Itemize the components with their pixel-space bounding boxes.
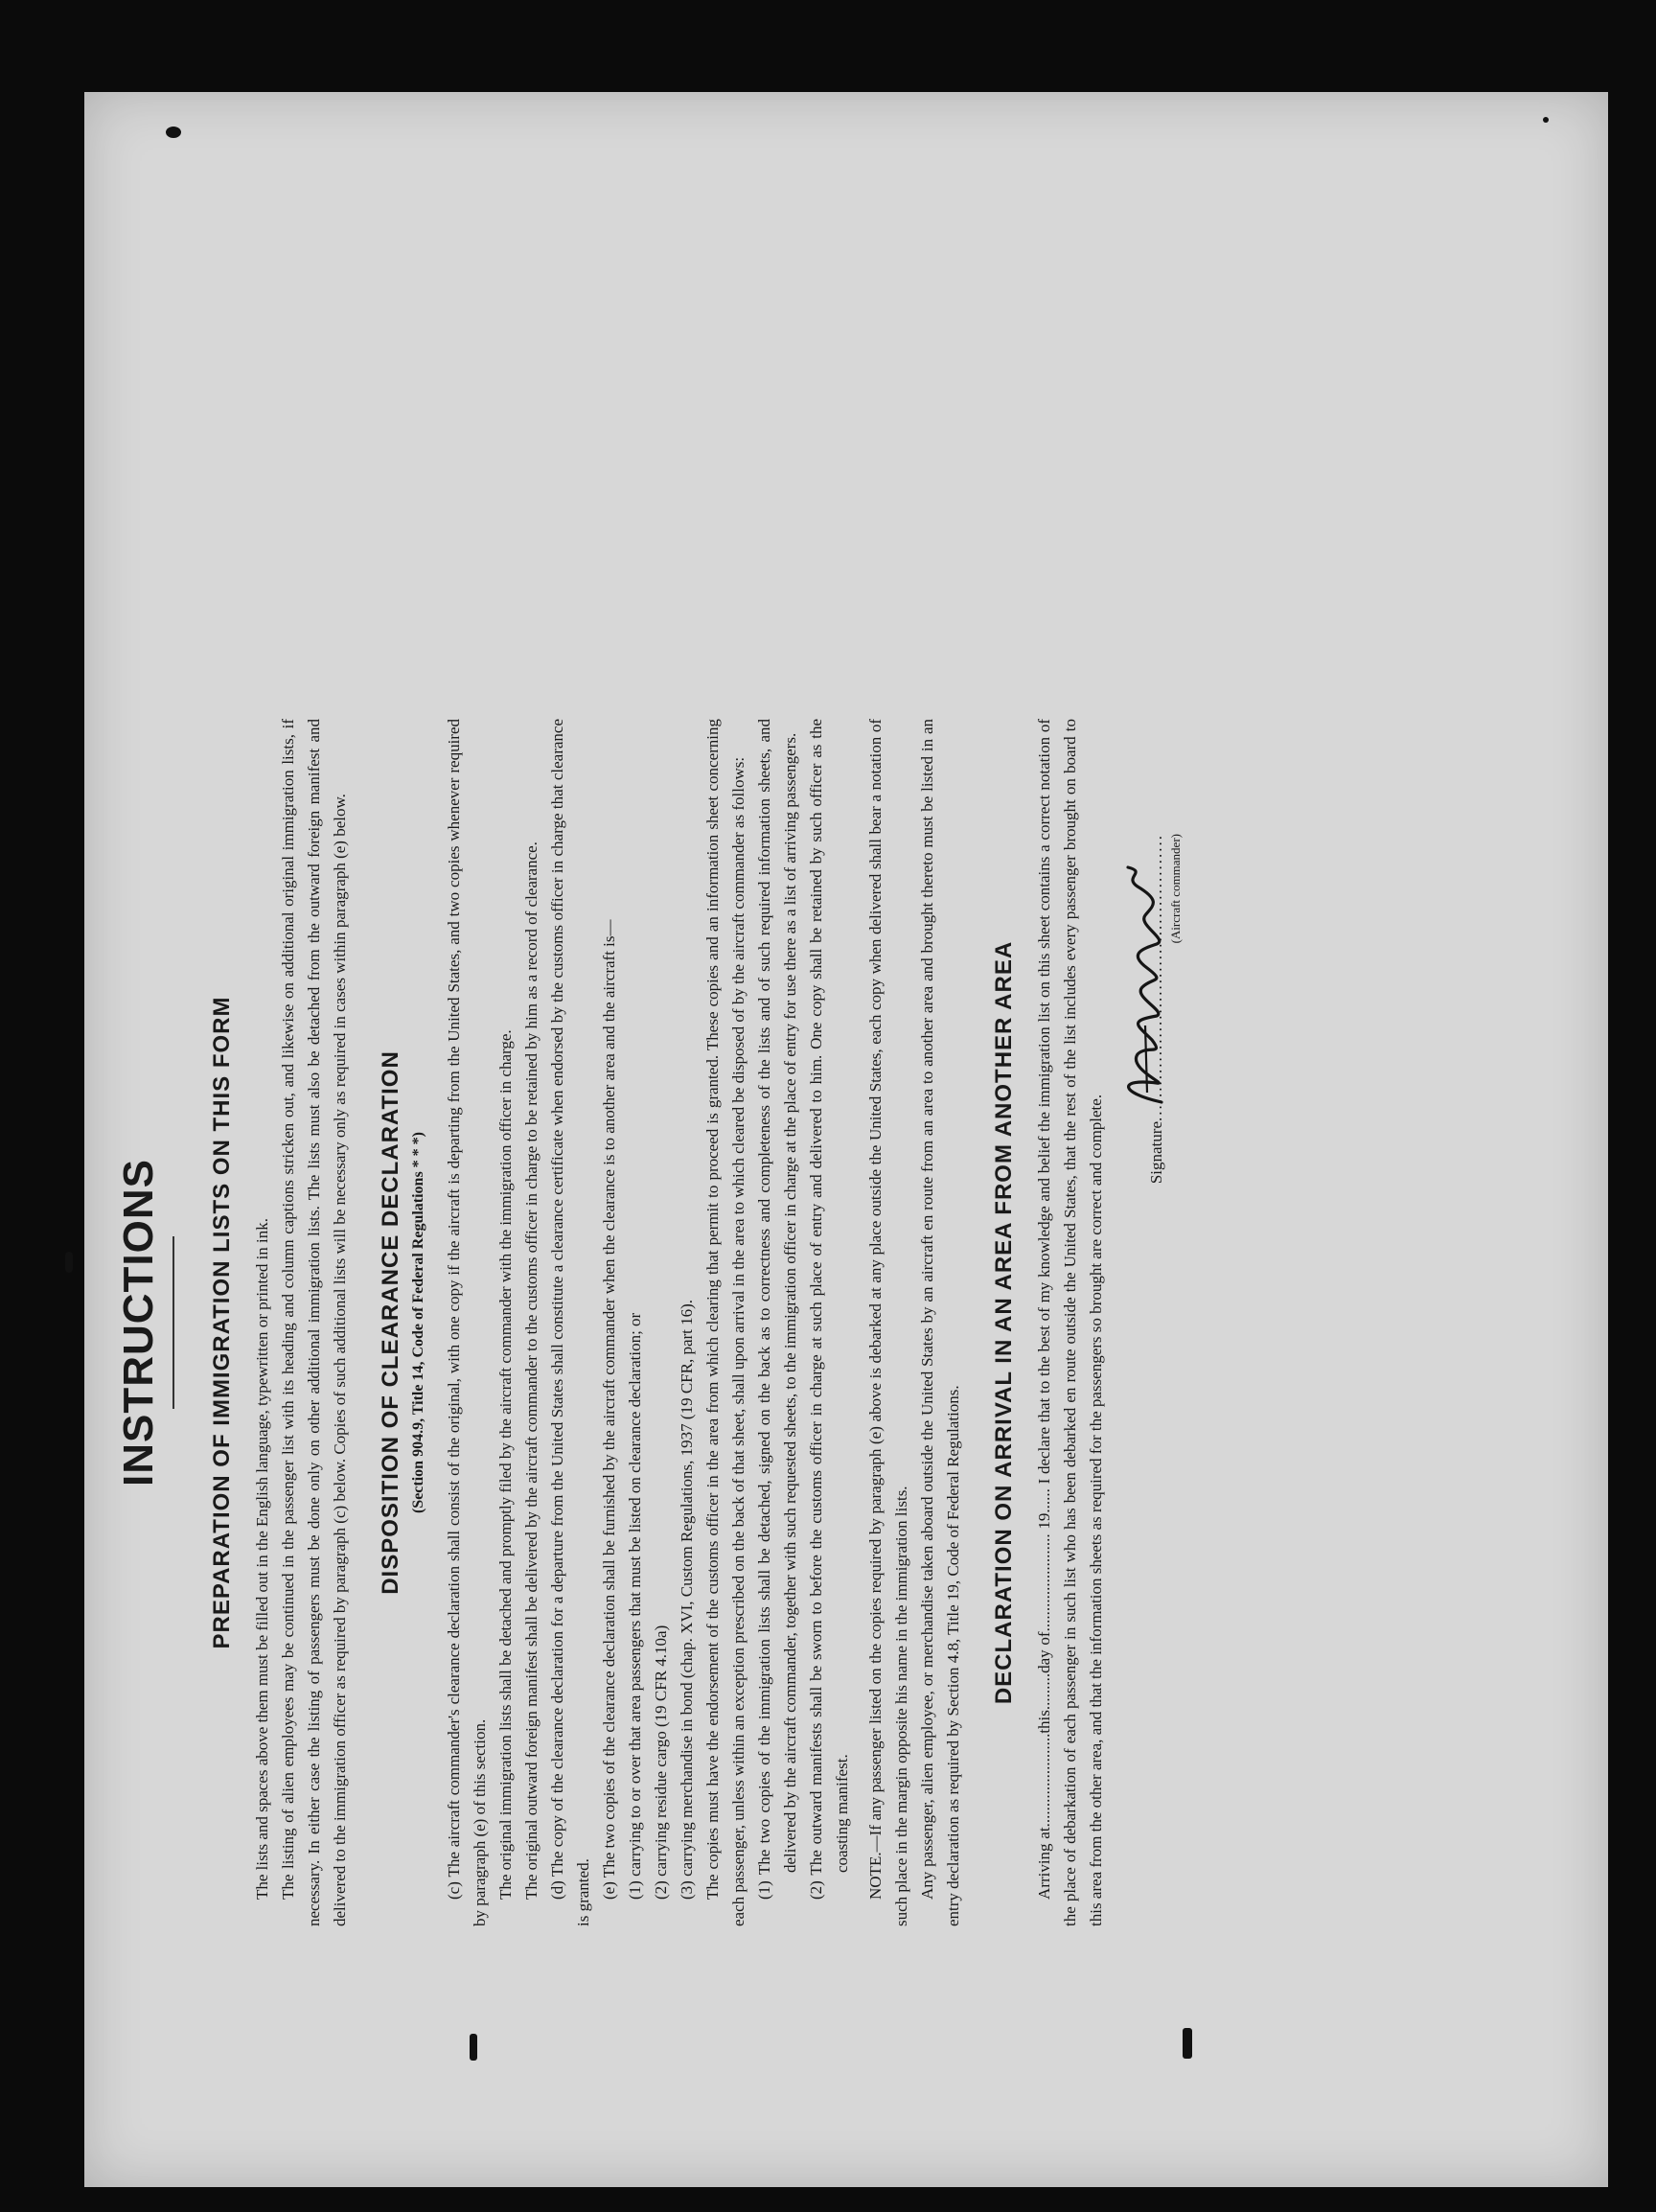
rotated-text-block: [0, 134, 1438, 2070]
declaration-heading: DECLARATION ON ARRIVAL IN AN AREA FROM ANOTHER AREA: [991, 940, 1017, 1705]
declaration-text: Arriving at.......................this.........day of........................ 19...... I declare that to the best of my knowledge and belief the immigration list on this sheet contains a correct notation of the place of debarkation of each passenger in such list who has been debarked en route outside the United States, that the rest of the list includes every passenger brought on board to this area from the other area, and that the information sheets as required for the passengers so brought are correct and complete.: [1035, 719, 1105, 1926]
preparation-paragraph-1: The lists and spaces above them must be filled out in the English language, typewritten or printed in ink.: [253, 1217, 271, 1900]
clearance-subheading: (Section 904.9, Title 14, Code of Federal Regulations * * *): [410, 1131, 426, 1514]
clearance-paragraph-e4: The copies must have the endorsement of the customs officer in the area from which clearing that permit to proceed is granted. These copies and an information sheet concerning each passenger, unless within an exception prescribed on the back of that sheet, shall upon arrival in the area to which cleared be disposed of by the aircraft commander as follows:: [703, 719, 748, 1926]
clearance-paragraph-c3: The original outward foreign manifest shall be delivered by the aircraft commander to the customs officer in charge to be retained by him as a record of clearance.: [522, 841, 540, 1900]
clearance-note: NOTE.—If any passenger listed on the copies required by paragraph (e) above is debarked at any place outside the United States, each copy when delivered shall bear a notation of such place in the margin opposite his name in the immigration lists.: [866, 719, 910, 1926]
document-body: [115, 719, 1184, 1926]
signature-label: Signature: [1147, 1121, 1165, 1185]
preparation-heading: PREPARATION OF IMMIGRATION LISTS ON THIS FORM: [209, 996, 235, 1649]
scan-speck: [1543, 117, 1549, 123]
clearance-item-f2: (2) The outward manifests shall be sworn to before the customs officer in charge at such place of entry and delivered to him. One copy shall be retained by such officer as the coasting manifest.: [807, 719, 851, 1900]
clearance-item-e2: (2) carrying residue cargo (19 CFR 4.10a): [652, 1624, 670, 1900]
clearance-item-e1: (1) carrying to or over that area passengers that must be listed on clearance declaration; or: [626, 1312, 644, 1900]
signature-line: ................................................: [1147, 834, 1165, 1121]
clearance-paragraph-d: (d) The copy of the clearance declaration for a departure from the United States shall constitute a clearance certificate when endorsed by the customs officer in charge that clearance is granted.: [548, 719, 592, 1926]
handwritten-signature: [1109, 863, 1176, 1112]
signature-row: [1147, 719, 1166, 1926]
clearance-paragraph-c: (c) The aircraft commander's clearance declaration shall consist of the original, with one copy if the aircraft is departing from the United States, and two copies whenever required by paragraph (e) of this section.: [445, 719, 489, 1926]
preparation-paragraph-2: The listing of alien employees may be continued in the passenger list with its heading and column captions stricken out, and likewise on additional original immigration lists, if necessary. In either case the listing of passengers must be done only on other additional immigration lists. The lists must also be detached from the outward foreign manifest and delivered to the immigration officer as required by paragraph (c) below. Copies of such additional lists will be necessary only as required in cases within paragraph (e) below.: [279, 719, 349, 1926]
page-title: INSTRUCTIONS: [115, 1159, 162, 1486]
clearance-paragraph-c2: The original immigration lists shall be detached and promptly filed by the aircraft commander with the immigration officer in charge.: [496, 1029, 515, 1900]
clearance-note-2: Any passenger, alien employee, or merchandise taken aboard outside the United States by an aircraft en route from an area to another area and brought thereto must be listed in an entry declaration as required by Section 4.8, Title 19, Code of Federal Regulations.: [918, 719, 962, 1926]
title-rule: [172, 1236, 174, 1409]
clearance-paragraph-e: (e) The two copies of the clearance declaration shall be furnished by the aircraft commander when the clearance is to another area and the aircraft is—: [600, 919, 618, 1900]
clearance-item-e3: (3) carrying merchandise in bond (chap. XVI, Custom Regulations, 1937 (19 CFR, part 16).: [678, 1299, 696, 1900]
signature-caption: (Aircraft commander): [1168, 834, 1183, 944]
clearance-item-f1: (1) The two copies of the immigration lists shall be detached, signed on the back as to correctness and completeness of the lists and of such required information sheets, and delivered by the aircraft commander, together with such requested sheets, to the immigration officer in charge at the place of entry for use there as a list of arriving passengers.: [755, 719, 799, 1900]
clearance-heading: DISPOSITION OF CLEARANCE DECLARATION: [378, 1050, 403, 1595]
